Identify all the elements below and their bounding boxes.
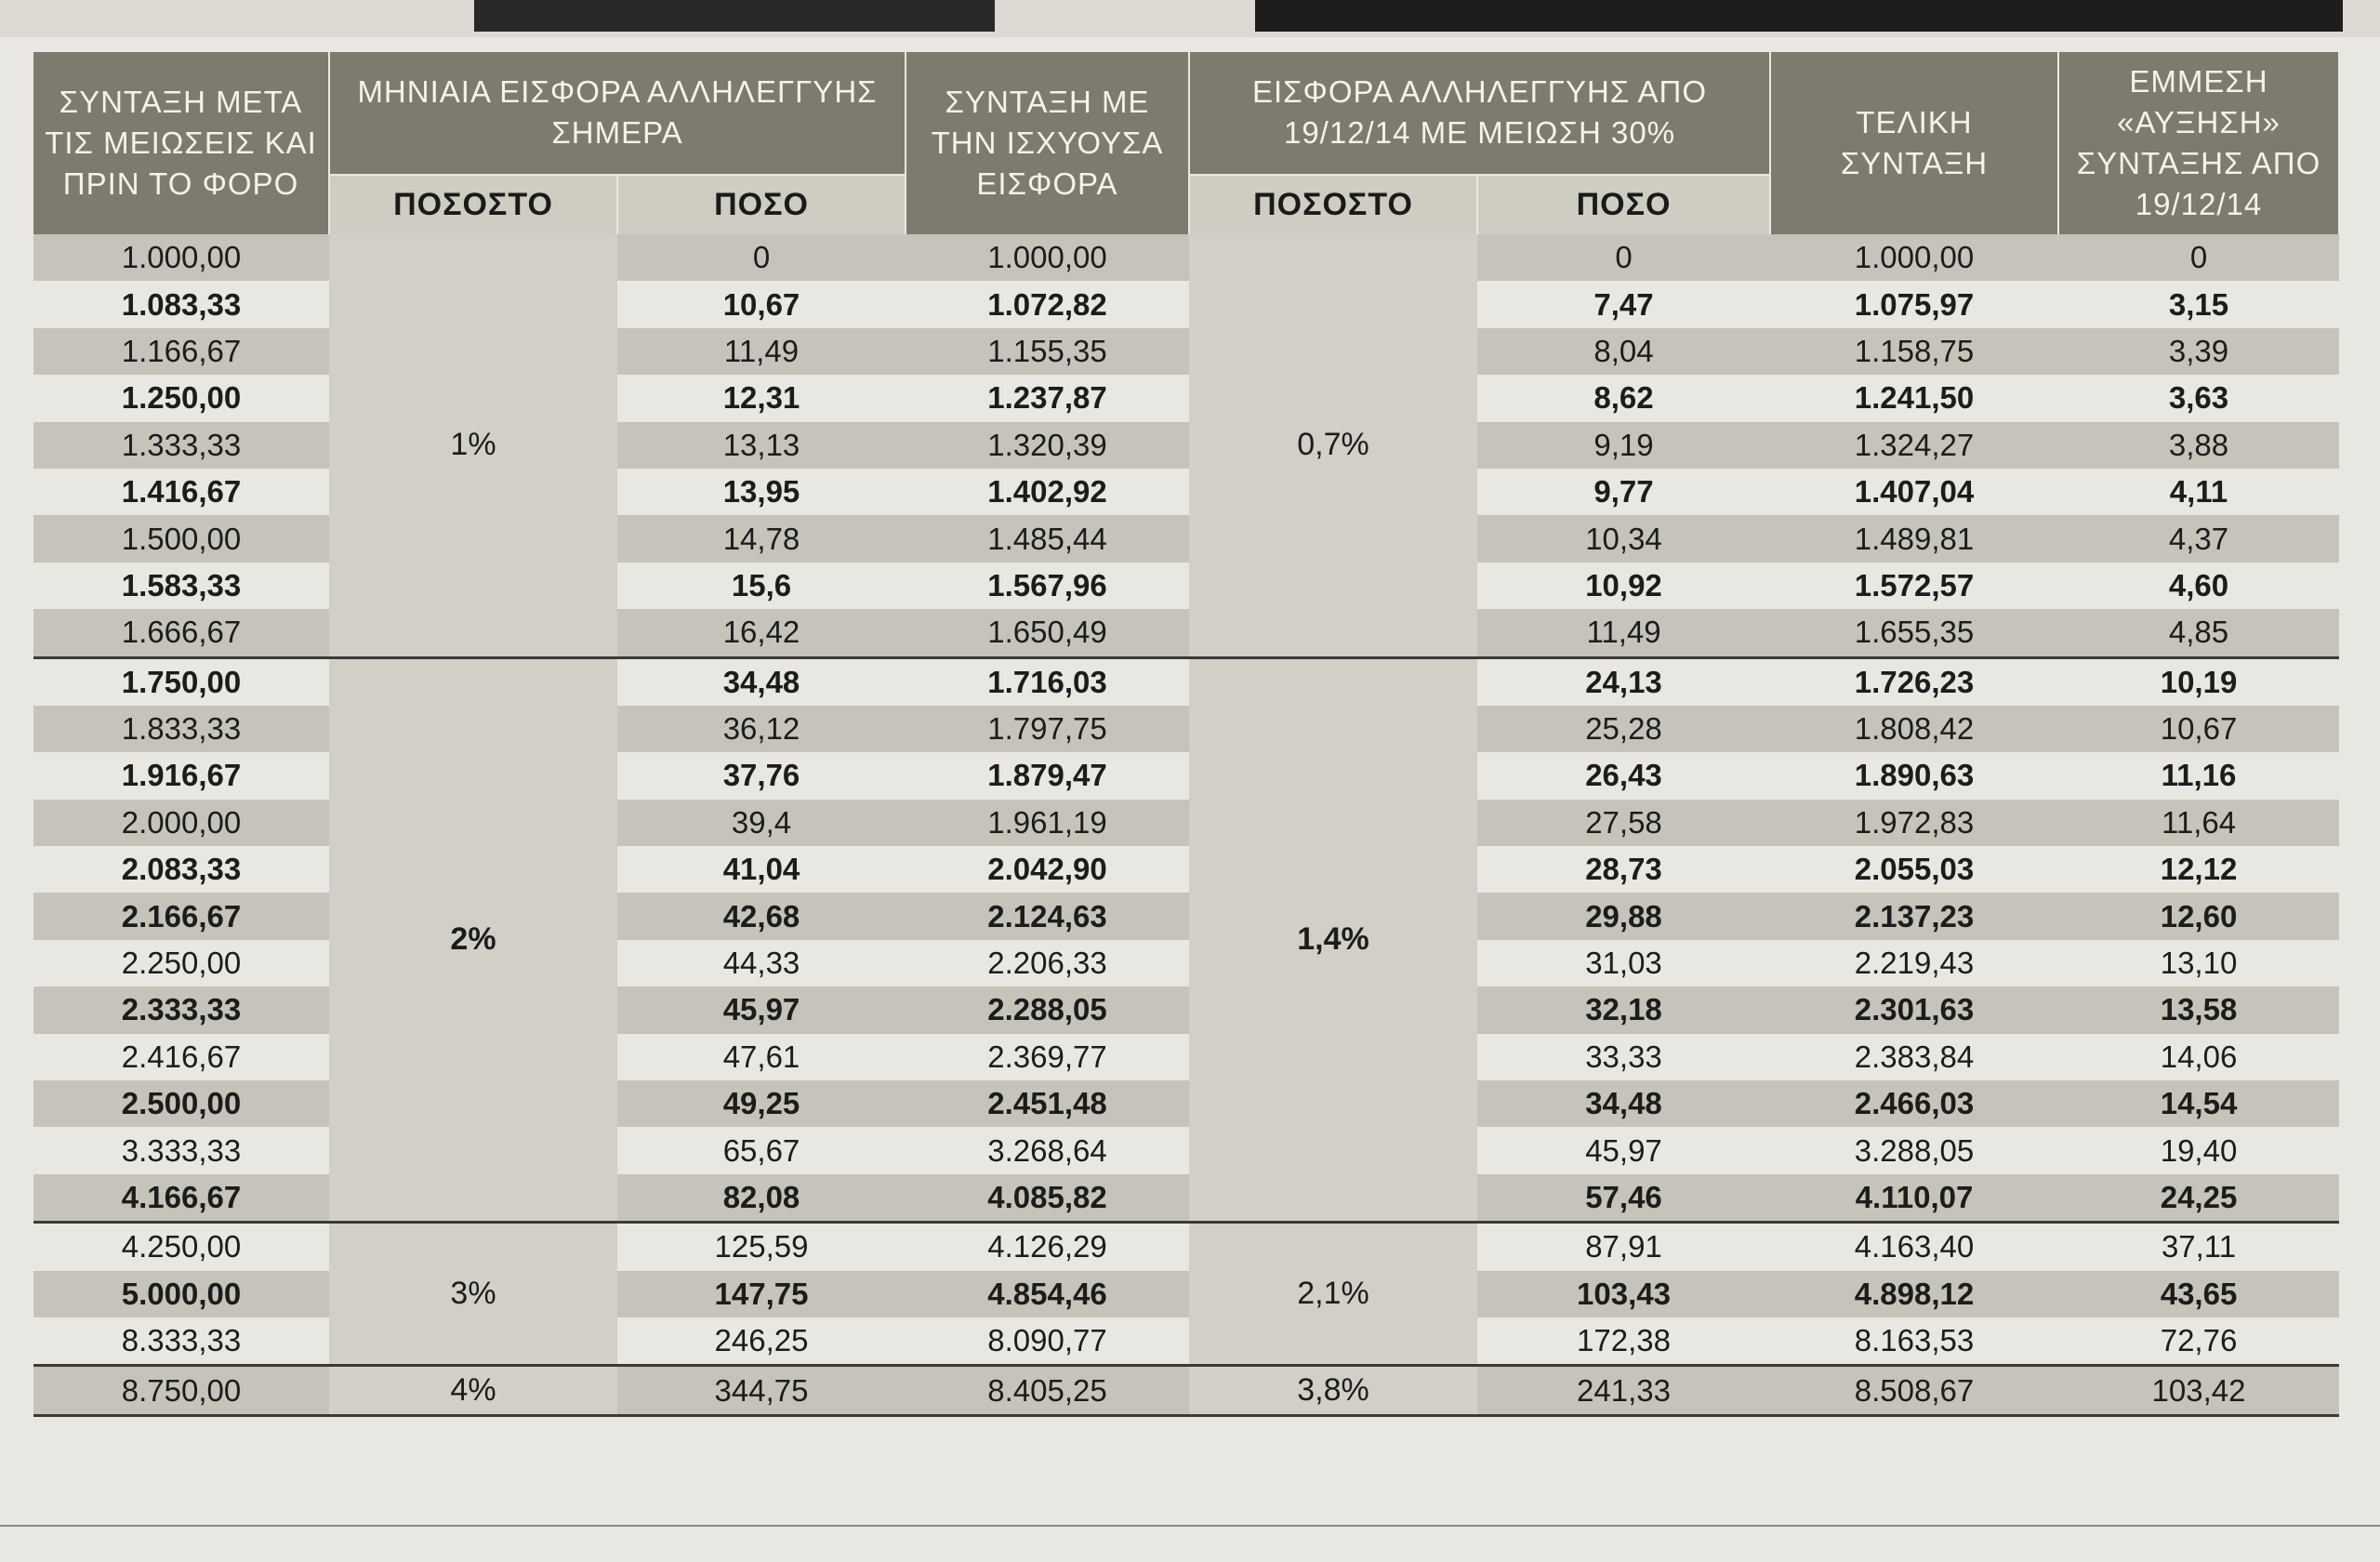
cell-rate-new: 1,4%	[1189, 657, 1477, 1223]
cell-pension-before-tax: 1.333,33	[33, 422, 329, 469]
cell-pension-current: 1.237,87	[987, 380, 1107, 416]
cell-pension-before-tax: 4.166,67	[33, 1174, 329, 1223]
cell-final-pension: 1.655,35	[1770, 609, 2058, 657]
cell-amount-new: 103,43	[1477, 1271, 1770, 1317]
cell-indirect-increase: 3,15	[2168, 286, 2229, 322]
top-photo-dark-left	[474, 0, 995, 32]
cell-pension-current: 1.797,75	[906, 706, 1189, 752]
cell-pension-current: 2.369,77	[987, 1039, 1107, 1074]
cell-amount-new: 7,47	[1593, 286, 1654, 322]
cell-rate-today: 4%	[329, 1366, 617, 1415]
subheader-percent-new: ΠΟΣΟΣΤΟ	[1189, 175, 1477, 234]
cell-final-pension: 4.163,40	[1770, 1223, 2058, 1271]
cell-amount-today: 37,76	[722, 758, 800, 793]
cell-amount-today: 15,6	[731, 567, 792, 602]
cell-pension-current: 2.206,33	[987, 946, 1107, 981]
page-rule	[0, 1525, 2380, 1527]
cell-final-pension: 1.489,81	[1770, 515, 2058, 562]
cell-pension-current: 4.854,46	[906, 1271, 1189, 1317]
cell-final-pension: 1.075,97	[1854, 286, 1975, 322]
cell-final-pension: 8.163,53	[1854, 1323, 1975, 1358]
cell-pension-before-tax: 1.416,67	[121, 474, 242, 510]
cell-amount-new: 33,33	[1585, 1039, 1662, 1074]
cell-rate-today: 2%	[329, 657, 617, 1223]
cell-indirect-increase: 4,11	[2169, 474, 2228, 510]
top-photo-dark-right	[1255, 0, 2343, 32]
cell-final-pension: 1.407,04	[1854, 474, 1975, 510]
cell-amount-today: 16,42	[617, 609, 906, 657]
cell-amount-today: 65,67	[722, 1132, 800, 1168]
cell-rate-new: 0,7%	[1189, 234, 1477, 657]
cell-pension-before-tax: 4.250,00	[33, 1223, 329, 1271]
cell-indirect-increase: 13,10	[2160, 946, 2238, 981]
cell-amount-new: 57,46	[1477, 1174, 1770, 1223]
cell-pension-before-tax: 1.750,00	[33, 657, 329, 706]
header-pension-current: ΣΥΝΤΑΞΗ ΜΕ ΤΗΝ ΙΣΧΥΟΥΣΑ ΕΙΣΦΟΡΑ	[906, 52, 1189, 234]
cell-pension-current: 2.451,48	[906, 1080, 1189, 1127]
cell-amount-today: 34,48	[617, 657, 906, 706]
subheader-amount-today: ΠΟΣΟ	[617, 175, 906, 234]
cell-amount-new: 25,28	[1477, 706, 1770, 752]
cell-pension-current: 1.879,47	[987, 758, 1107, 793]
cell-amount-today: 44,33	[722, 946, 800, 981]
cell-pension-current: 1.072,82	[987, 286, 1107, 322]
cell-amount-today: 82,08	[617, 1174, 906, 1223]
cell-pension-before-tax: 2.416,67	[121, 1039, 242, 1074]
header-final-pension: ΤΕΛΙΚΗ ΣΥΝΤΑΞΗ	[1770, 52, 2058, 234]
cell-indirect-increase: 19,40	[2160, 1132, 2238, 1168]
cell-indirect-increase: 3,39	[2058, 328, 2339, 375]
cell-pension-before-tax: 1.000,00	[33, 234, 329, 281]
cell-amount-today: 11,49	[617, 328, 906, 375]
cell-indirect-increase: 13,58	[2058, 986, 2339, 1033]
cell-amount-new: 11,49	[1477, 609, 1770, 657]
cell-pension-before-tax: 1.916,67	[121, 758, 242, 793]
cell-amount-new: 8,62	[1593, 380, 1654, 416]
cell-pension-before-tax: 1.833,33	[33, 706, 329, 752]
cell-final-pension: 4.898,12	[1770, 1271, 2058, 1317]
cell-indirect-increase: 11,16	[2161, 758, 2237, 793]
cell-amount-new: 45,97	[1585, 1132, 1662, 1168]
table-row	[33, 657, 2339, 706]
cell-amount-today: 10,67	[722, 286, 800, 322]
cell-pension-current: 1.650,49	[906, 609, 1189, 657]
cell-indirect-increase: 24,25	[2058, 1174, 2339, 1223]
cell-final-pension: 4.110,07	[1770, 1174, 2058, 1223]
cell-indirect-increase: 3,88	[2058, 422, 2339, 469]
cell-indirect-increase: 10,67	[2058, 706, 2339, 752]
cell-pension-current: 8.405,25	[906, 1366, 1189, 1415]
cell-indirect-increase: 14,54	[2058, 1080, 2339, 1127]
cell-pension-before-tax: 2.250,00	[121, 946, 242, 981]
cell-rate-new: 3,8%	[1189, 1366, 1477, 1415]
cell-rate-today: 3%	[329, 1223, 617, 1366]
cell-amount-today: 36,12	[617, 706, 906, 752]
cell-amount-today: 246,25	[714, 1323, 809, 1358]
cell-final-pension: 2.219,43	[1854, 946, 1975, 981]
cell-indirect-increase: 3,63	[2168, 380, 2229, 416]
cell-indirect-increase: 0	[2058, 234, 2339, 281]
cell-pension-current: 1.402,92	[987, 474, 1107, 510]
cell-indirect-increase: 14,06	[2160, 1039, 2238, 1074]
table-row	[33, 1366, 2339, 1415]
cell-pension-before-tax: 1.583,33	[121, 567, 242, 602]
cell-amount-new: 0	[1477, 234, 1770, 281]
cell-indirect-increase: 37,11	[2058, 1223, 2339, 1271]
cell-amount-today: 0	[617, 234, 906, 281]
cell-amount-new: 8,04	[1477, 328, 1770, 375]
cell-final-pension: 2.383,84	[1854, 1039, 1975, 1074]
cell-amount-new: 32,18	[1477, 986, 1770, 1033]
cell-pension-before-tax: 2.000,00	[33, 800, 329, 846]
cell-pension-before-tax: 2.333,33	[33, 986, 329, 1033]
cell-pension-current: 3.268,64	[987, 1132, 1107, 1168]
cell-final-pension: 2.055,03	[1854, 852, 1975, 887]
table-header	[33, 52, 2339, 234]
cell-final-pension: 1.572,57	[1854, 567, 1975, 602]
cell-rate-today: 1%	[329, 234, 617, 657]
cell-pension-before-tax: 1.166,67	[33, 328, 329, 375]
cell-indirect-increase: 43,65	[2058, 1271, 2339, 1317]
cell-amount-new: 31,03	[1585, 946, 1662, 981]
cell-final-pension: 1.000,00	[1770, 234, 2058, 281]
cell-final-pension: 1.158,75	[1770, 328, 2058, 375]
cell-indirect-increase: 12,60	[2058, 893, 2339, 939]
cell-final-pension: 3.288,05	[1854, 1132, 1975, 1168]
cell-pension-before-tax: 2.083,33	[121, 852, 242, 887]
pension-table-wrap	[33, 52, 2339, 1417]
cell-pension-current: 1.000,00	[906, 234, 1189, 281]
cell-final-pension: 2.137,23	[1770, 893, 2058, 939]
cell-indirect-increase: 4,37	[2058, 515, 2339, 562]
subheader-amount-new: ΠΟΣΟ	[1477, 175, 1770, 234]
cell-amount-new: 26,43	[1585, 758, 1662, 793]
cell-final-pension: 1.241,50	[1854, 380, 1975, 416]
cell-pension-current: 8.090,77	[987, 1323, 1107, 1358]
cell-pension-before-tax: 2.500,00	[33, 1080, 329, 1127]
cell-amount-new: 10,92	[1585, 567, 1662, 602]
cell-amount-today: 147,75	[617, 1271, 906, 1317]
cell-rate-new: 2,1%	[1189, 1223, 1477, 1366]
cell-indirect-increase: 72,76	[2160, 1323, 2238, 1358]
cell-pension-before-tax: 5.000,00	[33, 1271, 329, 1317]
cell-pension-current: 2.042,90	[987, 852, 1107, 887]
cell-amount-today: 12,31	[722, 380, 800, 416]
table-row	[33, 1223, 2339, 1271]
cell-amount-today: 47,61	[722, 1039, 800, 1074]
header-pension-before-tax: ΣΥΝΤΑΞΗ ΜΕΤΑ ΤΙΣ ΜΕΙΩΣΕΙΣ ΚΑΙ ΠΡΙΝ ΤΟ ΦΟΡΟ	[33, 52, 329, 234]
cell-indirect-increase: 4,85	[2058, 609, 2339, 657]
cell-pension-current: 2.288,05	[906, 986, 1189, 1033]
cell-amount-new: 29,88	[1477, 893, 1770, 939]
table-row	[33, 234, 2339, 281]
cell-amount-new: 172,38	[1577, 1323, 1671, 1358]
cell-pension-before-tax: 8.333,33	[121, 1323, 242, 1358]
cell-final-pension: 1.890,63	[1854, 758, 1975, 793]
cell-amount-today: 39,4	[617, 800, 906, 846]
header-indirect-increase: ΕΜΜΕΣΗ «ΑΥΞΗΣΗ» ΣΥΝΤΑΞΗΣ ΑΠΟ 19/12/14	[2058, 52, 2339, 234]
cell-final-pension: 1.324,27	[1770, 422, 2058, 469]
cell-pension-current: 1.320,39	[906, 422, 1189, 469]
cell-pension-before-tax: 3.333,33	[121, 1132, 242, 1168]
cell-indirect-increase: 10,19	[2058, 657, 2339, 706]
cell-amount-new: 9,77	[1593, 474, 1654, 510]
cell-pension-before-tax: 1.250,00	[121, 380, 242, 416]
cell-pension-current: 1.716,03	[906, 657, 1189, 706]
cell-amount-new: 10,34	[1477, 515, 1770, 562]
cell-amount-new: 87,91	[1477, 1223, 1770, 1271]
cell-amount-new: 241,33	[1477, 1366, 1770, 1415]
cell-amount-new: 24,13	[1477, 657, 1770, 706]
header-contribution-new: ΕΙΣΦΟΡΑ ΑΛΛΗΛΕΓΓΥΗΣ ΑΠΟ 19/12/14 ΜΕ ΜΕΙΩΣΗ 30%	[1189, 52, 1770, 175]
cell-pension-before-tax: 2.166,67	[33, 893, 329, 939]
cell-pension-current: 4.126,29	[906, 1223, 1189, 1271]
cell-amount-today: 45,97	[617, 986, 906, 1033]
cell-amount-new: 34,48	[1477, 1080, 1770, 1127]
cell-amount-today: 42,68	[617, 893, 906, 939]
cell-pension-current: 4.085,82	[906, 1174, 1189, 1223]
cell-amount-today: 344,75	[617, 1366, 906, 1415]
cell-final-pension: 2.301,63	[1770, 986, 2058, 1033]
cell-amount-today: 41,04	[722, 852, 800, 887]
cell-amount-today: 49,25	[617, 1080, 906, 1127]
cell-pension-current: 1.155,35	[906, 328, 1189, 375]
cell-amount-today: 14,78	[617, 515, 906, 562]
cell-final-pension: 1.808,42	[1770, 706, 2058, 752]
cell-pension-before-tax: 1.500,00	[33, 515, 329, 562]
cell-pension-current: 2.124,63	[906, 893, 1189, 939]
cell-pension-current: 1.567,96	[987, 567, 1107, 602]
cell-pension-before-tax: 1.666,67	[33, 609, 329, 657]
cell-amount-today: 13,13	[617, 422, 906, 469]
cell-final-pension: 1.972,83	[1770, 800, 2058, 846]
cell-amount-today: 125,59	[617, 1223, 906, 1271]
cell-amount-today: 13,95	[722, 474, 800, 510]
cell-indirect-increase: 12,12	[2160, 852, 2238, 887]
cell-final-pension: 1.726,23	[1770, 657, 2058, 706]
cell-indirect-increase: 11,64	[2058, 800, 2339, 846]
cell-amount-new: 9,19	[1477, 422, 1770, 469]
cell-pension-current: 1.961,19	[906, 800, 1189, 846]
cell-pension-before-tax: 1.083,33	[121, 286, 242, 322]
cell-indirect-increase: 103,42	[2058, 1366, 2339, 1415]
pension-table	[33, 52, 2340, 1417]
subheader-percent-today: ΠΟΣΟΣΤΟ	[329, 175, 617, 234]
table-body	[33, 234, 2339, 1415]
cell-final-pension: 8.508,67	[1770, 1366, 2058, 1415]
header-monthly-contribution: ΜΗΝΙΑΙΑ ΕΙΣΦΟΡΑ ΑΛΛΗΛΕΓΓΥΗΣ ΣΗΜΕΡΑ	[329, 52, 906, 175]
cell-amount-new: 27,58	[1477, 800, 1770, 846]
cell-pension-before-tax: 8.750,00	[33, 1366, 329, 1415]
cell-amount-new: 28,73	[1585, 852, 1662, 887]
cell-final-pension: 2.466,03	[1770, 1080, 2058, 1127]
cell-indirect-increase: 4,60	[2168, 567, 2229, 602]
cell-pension-current: 1.485,44	[906, 515, 1189, 562]
